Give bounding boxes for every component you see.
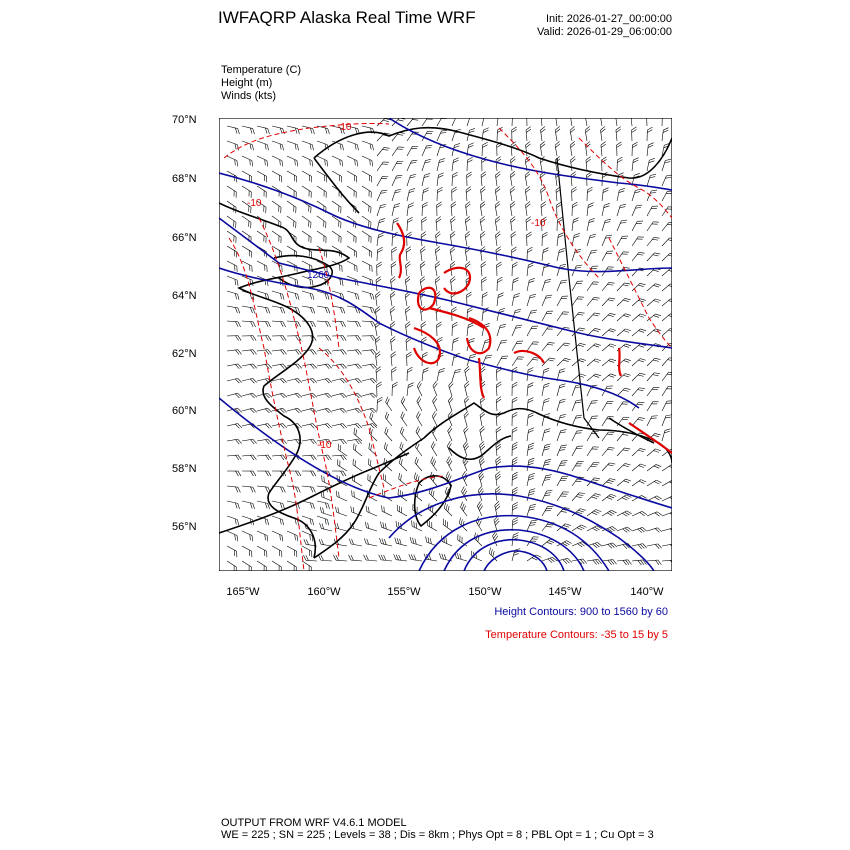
- field-height: Height (m): [221, 77, 273, 89]
- map-panel: [219, 118, 672, 571]
- temperature-contour-label: -10: [317, 440, 332, 451]
- lon-label: 160°W: [307, 586, 341, 598]
- model-settings: WE = 225 ; SN = 225 ; Levels = 38 ; Dis = 8km ; Phys Opt = 8 ; PBL Opt = 1 ; Cu Opt = 3: [221, 829, 654, 841]
- lat-label: 70°N: [172, 114, 197, 126]
- init-time: Init: 2026-01-27_00:00:00: [546, 13, 672, 25]
- lon-label: 150°W: [468, 586, 502, 598]
- lat-label: 58°N: [172, 463, 197, 475]
- lat-label: 68°N: [172, 173, 197, 185]
- lat-label: 64°N: [172, 290, 197, 302]
- temperature-contours-note: Temperature Contours: -35 to 15 by 5: [485, 629, 668, 641]
- field-temperature: Temperature (C): [221, 64, 302, 76]
- lat-label: 56°N: [172, 521, 197, 533]
- height-contours-note: Height Contours: 900 to 1560 by 60: [494, 606, 668, 618]
- lat-label: 66°N: [172, 232, 197, 244]
- temperature-contour-label: -10: [247, 198, 262, 209]
- field-winds: Winds (kts): [221, 90, 276, 102]
- lon-label: 145°W: [548, 586, 582, 598]
- lon-label: 140°W: [630, 586, 664, 598]
- temperature-contour-label: -10: [531, 218, 546, 229]
- lon-label: 155°W: [387, 586, 421, 598]
- map-title: IWFAQRP Alaska Real Time WRF: [218, 8, 476, 27]
- lon-label: 165°W: [226, 586, 260, 598]
- lat-label: 62°N: [172, 348, 197, 360]
- model-info: OUTPUT FROM WRF V4.6.1 MODEL: [221, 817, 407, 829]
- lat-label: 60°N: [172, 405, 197, 417]
- temperature-contour-label: -10: [337, 122, 352, 133]
- height-contour-label: 1260: [307, 270, 330, 281]
- valid-time: Valid: 2026-01-29_06:00:00: [537, 26, 672, 38]
